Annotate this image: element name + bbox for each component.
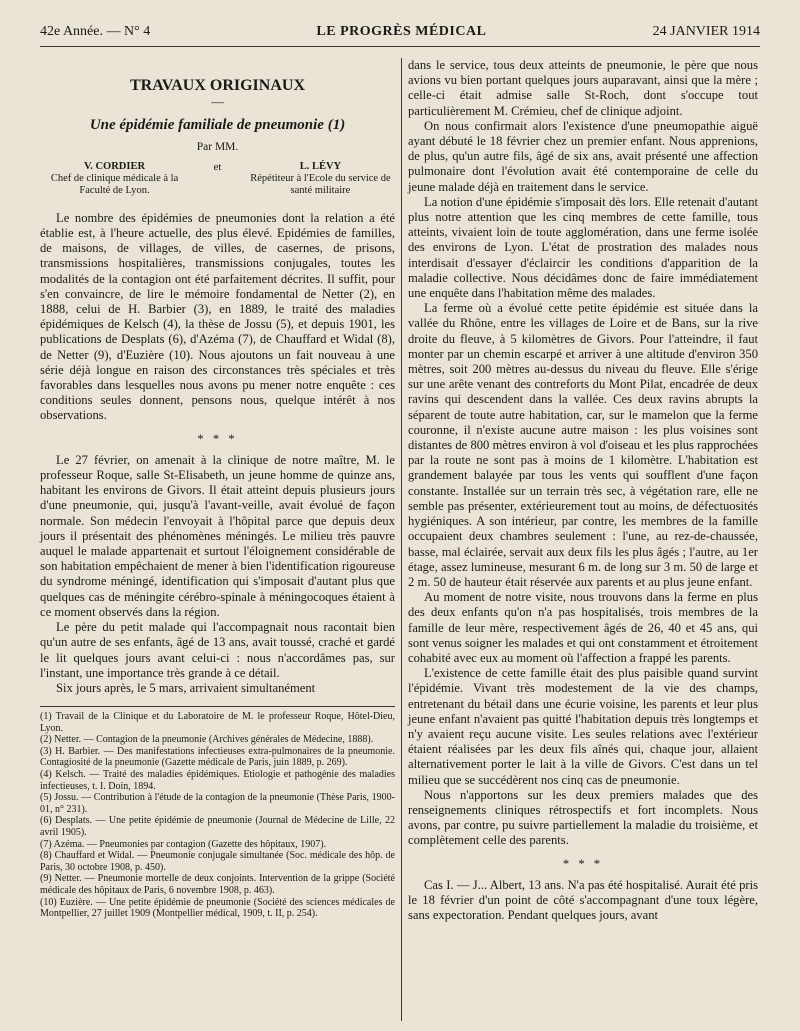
journal-title: LE PROGRÈS MÉDICAL [316,24,487,39]
paragraph: Au moment de notre visite, nous trouvons dans la ferme en plus des deux enfants qu'on n'a pas hospitalisés, trois membres de la famille de leur mère, respectivement âgés de 26, 40 et 45 ans, qui sont venus soigner les malades et qui ont constamment et étroitement cohabité avec eux au moment où l'affection a frappé les parents. [408,590,758,665]
paragraph: Le 27 février, on amenait à la clinique de notre maître, M. le professeur Roque, salle St-Elisabeth, un jeune homme de quinze ans, habitant les environs de Givors. Il était atteint depuis plusieurs jours d'une pneumonie, qui, jusqu'à l'avant-veille, avait évolué de façon normale. Son médecin l'envoyait à l'hôpital parce que depuis deux jours il présentait des phénomènes méningés. Le milieu très pauvre auquel le malade appartenait et surtout l'éloignement considérable de son habitation empêchaient de mener à bien l'identification rigoureuse du syndrome méningé, identification qui s'imposait d'autant plus que quelques cas de méningite cérébro-spinale à méningocoques étaient à ce moment observés dans la région. [40,452,395,619]
paragraph: Le nombre des épidémies de pneumonies dont la relation a été établie est, à l'heure actuelle, des plus élevé. Epidémies de familles, de maisons, de villages, de villes, de casernes, de prisons, transmissions hospitalières, transmissions conjugales, toutes les modalités de la contagion ont été parfaitement décrites. Il suffit, pour s'en convaincre, de lire le mémoire fondamental de Netter (2), en 1888, celui de H. Barbier (3), en 1889, le traité des maladies épidémiques de Kelsch (4), la thèse de Jossu (5), et depuis 1901, les publications de Desplats (6), d'Azéma (7), de Chauffard et Widal (8), de Netter (9), d'Euzière (10). Nous ajoutons un fait nouveau à une série déjà longue en raison des circonstances très spéciales et très favorables dans lesquelles nous avons pu mener notre enquête : ces conditions seules donnent, pensons nous, quelque intérêt à nos observations. [40,210,395,423]
right-column [408,58,758,1031]
footnotes [40,706,395,920]
author-1 [40,161,189,197]
footnote: (10) Euzière. — Une petite épidémie de pneumonie (Société des sciences médicales de Montpellier, 27 juillet 1909 (Montpellier médical, 1909, t. II, p. 254). [40,896,395,920]
footnote: (6) Desplats. — Une petite épidémie de pneumonie (Journal de Médecine de Lille, 22 avril 1905). [40,815,395,839]
left-column [40,58,395,1031]
footnote: (8) Chauffard et Widal. — Pneumonie conjugale simultanée (Soc. médicale des hôp. de Paris, 30 octobre 1908, p. 450). [40,850,395,873]
asterism: * * * [197,431,238,446]
section-title: TRAVAUX ORIGINAUX [130,77,305,94]
case-paragraph: Cas I. — J... Albert, 13 ans. N'a pas été hospitalisé. Aurait été pris le 18 février d'un point de côté s'accompagnant d'une toux légère, sans expectoration. Pendant quelques jours, avant [408,877,758,923]
paragraph: L'existence de cette famille était des plus paisible quand survint l'épidémie. Vivant très modestement de la vie des champs, entretenant du bétail dans une écurie voisine, les parents et leur plus jeune enfant n'avaient pas quitté l'habitation depuis très longtemps et n'y avaient reçu aucune visite. Les seules relations avec l'extérieur étaient réalisées par les deux fils aînés qui, chaque jour, allaient alternativement porter le lait à la ville de Givors. C'est dans un tel milieu que se succédèrent nos cinq cas de pneumonie. [408,666,758,787]
issue-date: 24 JANVIER 1914 [652,24,760,39]
column-divider [401,58,402,1021]
author-2 [246,161,395,197]
author-1-role: Chef de clinique médicale à la Faculté de Lyon. [50,172,179,196]
footnote: (3) H. Barbier. — Des manifestations infectieuses extra-pulmonaires de la pneumonie. Contagiosité de la pneumonie (Gazette médicale de Paris, juin 1889, p. 269). [40,745,395,769]
par-mm: Par MM. [196,140,239,153]
article-title: Une épidémie familiale de pneumonie (1) [89,117,346,134]
footnote: (2) Netter. — Contagion de la pneumonie (Archives générales de Médecine, 1888). [40,734,374,746]
footnote: (5) Jossu. — Contribution à l'étude de la contagion de la pneumonie (Thèse Paris, 1900-01, n° 231). [40,792,395,815]
asterism: * * * [562,856,604,871]
footnote: (1) Travail de la Clinique et du Laboratoire de M. le professeur Roque, Hôtel-Dieu, Lyon. [40,711,395,734]
paragraph: dans le service, tous deux atteints de pneumonie, le père que nous avions vu bien portant quelques jours auparavant, ainsi que la mère ; celle-ci était admise salle St-Roch, dont s'occupe tout particulièrement M. Crémieu, chef de clinique adjoint. [408,58,758,118]
paragraph: La notion d'une épidémie s'imposait dès lors. Elle retenait d'autant plus notre attention que les cinq membres de cette famille, tous atteints, vivaient loin de toute agglomération, dans une ferme isolée des environs de Lyon. L'état de prostration des malades nous interdisait d'essayer d'éclaircir les conditions d'apparition de la maladie collective. Nous décidâmes donc de faire immédiatement une enquête dans l'habitation même des malades. [408,194,758,301]
footnote: (4) Kelsch. — Traité des maladies épidémiques. Etiologie et pathogénie des maladies infectieuses, t. I. Doin, 1894. [40,769,395,792]
paragraph: On nous confirmait alors l'existence d'une pneumopathie aiguë ayant débuté le 18 février chez un premier enfant. Nous apprenions, de plus, qu'un autre fils, âgé de six ans, avait présenté une affection pulmonaire dont l'évolution avait été contemporaine de celle du jeune malade déjà en traitement dans le service. [408,118,758,194]
footnote: (7) Azéma. — Pneumonies par contagion (Gazette des hôpitaux, 1907). [40,838,327,850]
author-1-name: V. CORDIER [84,160,146,172]
issue-number: 42e Année. — N° 4 [40,24,151,39]
authors-block [40,161,395,197]
paragraph: La ferme où a évolué cette petite épidémie est située dans la vallée du Rhône, entre les villages de Loire et de Bans, sur la rive droite du fleuve, à 5 kilomètres de Givors. Pour l'atteindre, il faut monter par un chemin escarpé et arriver à une altitude d'environ 350 mètres, soit 200 mètres au-dessus du niveau du fleuve. Elle s'érige sur une arête venant des contreforts du Mont Pilat, encadrée de deux ravins qui descendent dans la vallée. Ces deux ravins abrupts la séparent de toute autre habitation, car, sur le mamelon que la ferme couronne, il n'existe aucune autre maison : les plus voisines sont distantes de 800 mètres environ à vol d'oiseau et les plus rapprochées par la route ne sont pas à moins de 1 kilomètre. L'habitation est grandement balayée par tous les vents qui soufflent d'une façon constante. Installée sur un terrain très sec, à végétation rare, elle ne semble pas présenter, extérieurement tout au moins, de défectuosités hygiéniques. A son intérieur, par contre, les membres de la famille occupaient deux chambres seulement : l'une, au rez-de-chaussée, basse, mal éclairée, servait aux deux fils les plus âgés ; l'autre, au 1er étage, assez lumineuse, mesurant 6 m. de long sur 3 m. 50 de large et 2 m. 50 de hauteur était réservée aux parents et au plus jeune enfant. [408,301,758,589]
author-et: et [213,160,222,173]
running-header [40,24,760,47]
author-2-role: Répétiteur à l'Ecole du service de santé militaire [250,172,391,196]
paragraph: Six jours après, le 5 mars, arrivaient simultanément [56,680,316,695]
paragraph: Nous n'apportons sur les deux premiers malades que des renseignements cliniques rétrospectifs et fort incomplets. Nous avons, par contre, pu suivre partiellement la maladie du troisième, et complètement celle des parents. [408,787,758,848]
author-2-name: L. LÉVY [299,160,342,172]
title-dash: — [211,95,224,110]
paragraph: Le père du petit malade qui l'accompagnait nous racontait bien qu'un autre de ses enfants, âgé de 13 ans, avait toussé, craché et gardé le lit quelques jours avant celui-ci : nous n'accordâmes pas, sur l'instant, une importance très grande à ce détail. [40,620,395,680]
footnote: (9) Netter. — Pneumonie mortelle de deux conjoints. Intervention de la grippe (Société médicale des hôpitaux de Paris, 6 novembre 1908, p. 463). [40,873,395,897]
